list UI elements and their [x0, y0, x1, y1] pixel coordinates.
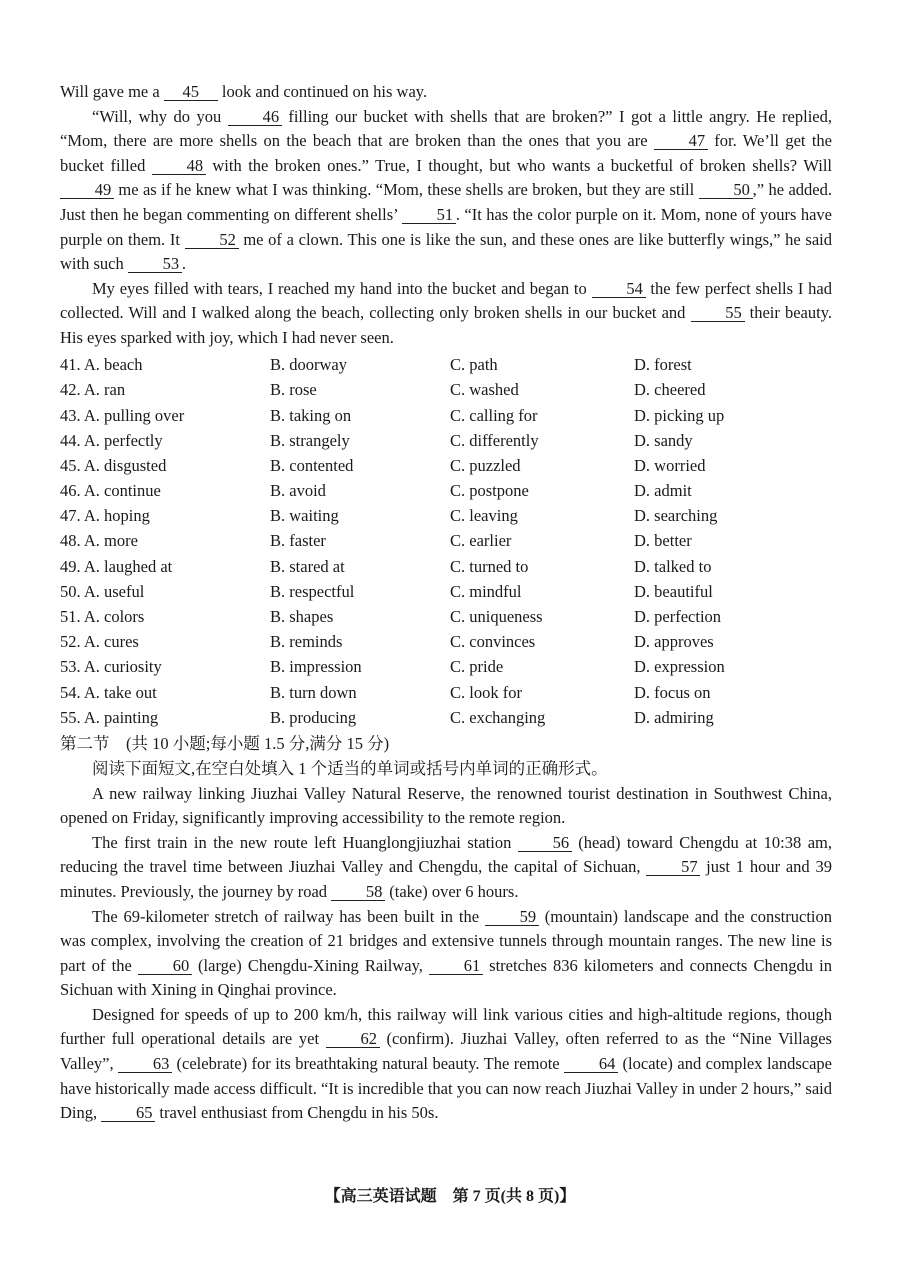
passage-text: me as if he knew what I was thinking. “Mom, these shells are broken, but they are still: [114, 180, 699, 200]
passage-text: stretches 836 kilometers and connects Chengdu in Sichuan with Xining in Qinghai province.: [60, 955, 832, 1000]
option-d[interactable]: D. sandy: [634, 430, 693, 450]
page-content: [60, 80, 832, 1126]
railway-paragraph-2: [60, 831, 832, 905]
option-c[interactable]: C. differently: [450, 430, 539, 450]
option-row: [60, 554, 832, 579]
option-row: [60, 478, 832, 503]
option-row: [60, 630, 832, 655]
option-b[interactable]: B. rose: [270, 380, 317, 400]
answer-blank[interactable]: 54: [592, 280, 646, 298]
option-row: [60, 529, 832, 554]
option-d[interactable]: D. worried: [634, 455, 706, 475]
passage-text: (large) Chengdu-Xining Railway,: [191, 955, 430, 975]
option-d[interactable]: D. searching: [634, 506, 718, 526]
option-a[interactable]: 48. A. more: [60, 531, 138, 551]
answer-blank[interactable]: 59: [485, 908, 539, 926]
option-row: [60, 504, 832, 529]
passage-text: My eyes filled with tears, I reached my hand into the bucket and began to: [92, 278, 592, 298]
option-b[interactable]: B. strangely: [270, 430, 350, 450]
option-row: [60, 579, 832, 604]
passage-text: for. We’ll get the bucket filled: [60, 131, 832, 175]
option-b[interactable]: B. avoid: [270, 481, 326, 501]
passage-text: (mountain) landscape and the construction was complex, involving the creation of 21 bridges and extensive tunnels through mountain ranges. The new line is part of the: [60, 906, 832, 975]
passage-text: The first train in the new route left Huanglongjiuzhai station: [92, 832, 518, 852]
passage-text: with the broken ones.” True, I thought, but who wants a bucketful of broken shells? Will: [205, 155, 832, 175]
option-row: [60, 353, 832, 378]
option-c[interactable]: C. mindful: [450, 581, 522, 601]
option-c[interactable]: C. convinces: [450, 632, 536, 652]
answer-blank[interactable]: 45: [164, 83, 218, 101]
answer-blank[interactable]: 52: [185, 231, 239, 249]
option-d[interactable]: D. cheered: [634, 380, 706, 400]
options-list: [60, 353, 832, 731]
passage-paragraph-2: [60, 105, 832, 277]
option-row: [60, 680, 832, 705]
railway-paragraph-4: [60, 1003, 832, 1126]
option-d[interactable]: D. admit: [634, 481, 692, 501]
option-a[interactable]: 52. A. cures: [60, 632, 139, 652]
option-c[interactable]: C. postpone: [450, 481, 529, 501]
option-a[interactable]: 55. A. painting: [60, 707, 159, 727]
option-a[interactable]: 51. A. colors: [60, 607, 145, 626]
railway-paragraph-1: [60, 782, 832, 831]
option-d[interactable]: D. forest: [634, 355, 692, 375]
option-a[interactable]: 42. A. ran: [60, 380, 126, 400]
passage-text: their beauty. His eyes sparked with joy, which I had never seen.: [60, 303, 832, 347]
passage-text: .: [181, 254, 186, 274]
passage-text: travel enthusiast from Chengdu in his 50s.: [155, 1103, 439, 1123]
answer-blank[interactable]: 51: [402, 206, 456, 224]
option-d[interactable]: D. better: [634, 531, 692, 551]
option-c[interactable]: C. pride: [450, 657, 504, 677]
answer-blank[interactable]: 60: [138, 957, 192, 975]
section-title: 第二节 (共 10 小题;每小题 1.5 分,满分 15 分): [60, 734, 390, 754]
passage-text: just 1 hour and 39 minutes. Previously, the journey by road: [60, 857, 832, 901]
option-d[interactable]: D. perfection: [634, 607, 722, 626]
answer-blank[interactable]: 46: [228, 108, 282, 126]
answer-blank[interactable]: 57: [646, 858, 700, 876]
passage-text: Designed for speeds of up to 200 km/h, this railway will link various cities and high-altitude regions, though further full operational details are yet: [60, 1004, 832, 1049]
option-b[interactable]: B. doorway: [270, 355, 347, 375]
passage-text: (take) over 6 hours.: [385, 881, 519, 901]
option-d[interactable]: D. picking up: [634, 405, 725, 425]
option-b[interactable]: B. reminds: [270, 632, 343, 652]
option-b[interactable]: B. taking on: [270, 405, 352, 425]
option-b[interactable]: B. shapes: [270, 607, 334, 626]
option-a[interactable]: 45. A. disgusted: [60, 455, 167, 475]
option-row: [60, 453, 832, 478]
option-row: [60, 655, 832, 680]
passage-text: the few perfect shells I had collected. Will and I walked along the beach, collecting only broken shells in our bucket and: [60, 278, 832, 323]
answer-blank[interactable]: 48: [152, 157, 206, 175]
option-d[interactable]: D. approves: [634, 632, 714, 652]
answer-blank[interactable]: 63: [118, 1055, 172, 1073]
option-row: [60, 378, 832, 403]
answer-blank[interactable]: 56: [518, 834, 572, 852]
passage-text: ,” he added. Just then he began commenting on different shells’: [60, 180, 832, 224]
option-c[interactable]: C. calling for: [450, 405, 538, 425]
option-c[interactable]: C. look for: [450, 682, 522, 702]
option-b[interactable]: B. stared at: [270, 556, 345, 576]
answer-blank[interactable]: 55: [691, 304, 745, 322]
option-b[interactable]: B. contented: [270, 455, 354, 475]
option-d[interactable]: D. admiring: [634, 707, 714, 727]
option-a[interactable]: 50. A. useful: [60, 581, 145, 601]
passage-text: look and continued on his way.: [217, 82, 428, 101]
passage-text: Will gave me a: [60, 82, 164, 101]
answer-blank[interactable]: 62: [326, 1030, 380, 1048]
passage-paragraph-3: [60, 277, 832, 351]
option-b[interactable]: B. faster: [270, 531, 326, 551]
option-row: [60, 428, 832, 453]
option-row: [60, 403, 832, 428]
answer-blank[interactable]: 61: [429, 957, 483, 975]
option-c[interactable]: C. puzzled: [450, 455, 521, 475]
option-b[interactable]: B. producing: [270, 707, 357, 727]
answer-blank[interactable]: 49: [60, 181, 114, 199]
option-d[interactable]: D. expression: [634, 657, 725, 677]
answer-blank[interactable]: 64: [564, 1055, 618, 1073]
option-b[interactable]: B. waiting: [270, 506, 339, 526]
option-b[interactable]: B. respectful: [270, 581, 355, 601]
option-a[interactable]: 43. A. pulling over: [60, 405, 185, 425]
passage-text: A new railway linking Jiuzhai Valley Natural Reserve, the renowned tourist destination in Southwest China, opened on Friday, significantly improving accessibility to the remote region.: [60, 783, 832, 828]
passage-paragraph-1: [60, 80, 832, 105]
passage-text: (confirm). Jiuzhai Valley, often referred to as the “Nine Villages Valley”,: [60, 1029, 832, 1074]
option-a[interactable]: 49. A. laughed at: [60, 556, 173, 576]
option-row: [60, 705, 832, 730]
option-a[interactable]: 54. A. take out: [60, 682, 157, 702]
option-c[interactable]: C. exchanging: [450, 707, 546, 727]
passage-text: (celebrate) for its breathtaking natural beauty. The remote: [172, 1054, 565, 1074]
passage-text: “Will, why do you: [92, 106, 228, 126]
passage-text: (locate) and complex landscape have historically made access difficult. “It is incredible that you can now reach Jiuzhai Valley in under 2 hours,” said Ding,: [60, 1054, 832, 1123]
option-row: [60, 604, 832, 629]
option-d[interactable]: D. focus on: [634, 682, 711, 702]
option-c[interactable]: C. turned to: [450, 556, 529, 576]
option-a[interactable]: 47. A. hoping: [60, 506, 150, 526]
option-a[interactable]: 46. A. continue: [60, 481, 161, 501]
answer-blank[interactable]: 47: [654, 132, 708, 150]
answer-blank[interactable]: 53: [128, 255, 182, 273]
section-instruction: 阅读下面短文,在空白处填入 1 个适当的单词或括号内单词的正确形式。: [92, 758, 608, 778]
option-c[interactable]: C. uniqueness: [450, 607, 543, 626]
option-d[interactable]: D. talked to: [634, 556, 712, 576]
answer-blank[interactable]: 65: [101, 1104, 155, 1122]
passage-text: . “It has the color purple on it. Mom, none of yours have purple on them. It: [60, 204, 832, 249]
option-a[interactable]: 53. A. curiosity: [60, 657, 162, 677]
passage-text: me of a clown. This one is like the sun, and these ones are like butterfly wings,” he said with such: [60, 229, 832, 274]
option-c[interactable]: C. washed: [450, 380, 519, 400]
answer-blank[interactable]: 58: [331, 883, 385, 901]
option-c[interactable]: C. leaving: [450, 506, 518, 526]
option-c[interactable]: C. path: [450, 355, 498, 375]
passage-text: The 69-kilometer stretch of railway has been built in the: [92, 906, 485, 926]
option-a[interactable]: 41. A. beach: [60, 355, 143, 375]
option-a[interactable]: 44. A. perfectly: [60, 430, 163, 450]
page-footer: 【高三英语试题 第 7 页(共 8 页)】: [324, 1188, 576, 1205]
option-d[interactable]: D. beautiful: [634, 581, 713, 601]
option-b[interactable]: B. impression: [270, 657, 362, 677]
passage-text: filling our bucket with shells that are broken?” I got a little angry. He replied, “Mom, there are more shells on the beach that are broken than the ones that you are: [60, 106, 832, 151]
passage-text: (head) toward Chengdu at 10:38 am, reducing the travel time between Jiuzhai Valley and Chengdu, the capital of Sichuan,: [60, 832, 832, 877]
answer-blank[interactable]: 50: [699, 181, 753, 199]
option-c[interactable]: C. earlier: [450, 531, 512, 551]
option-b[interactable]: B. turn down: [270, 682, 357, 702]
railway-paragraph-3: [60, 905, 832, 1003]
